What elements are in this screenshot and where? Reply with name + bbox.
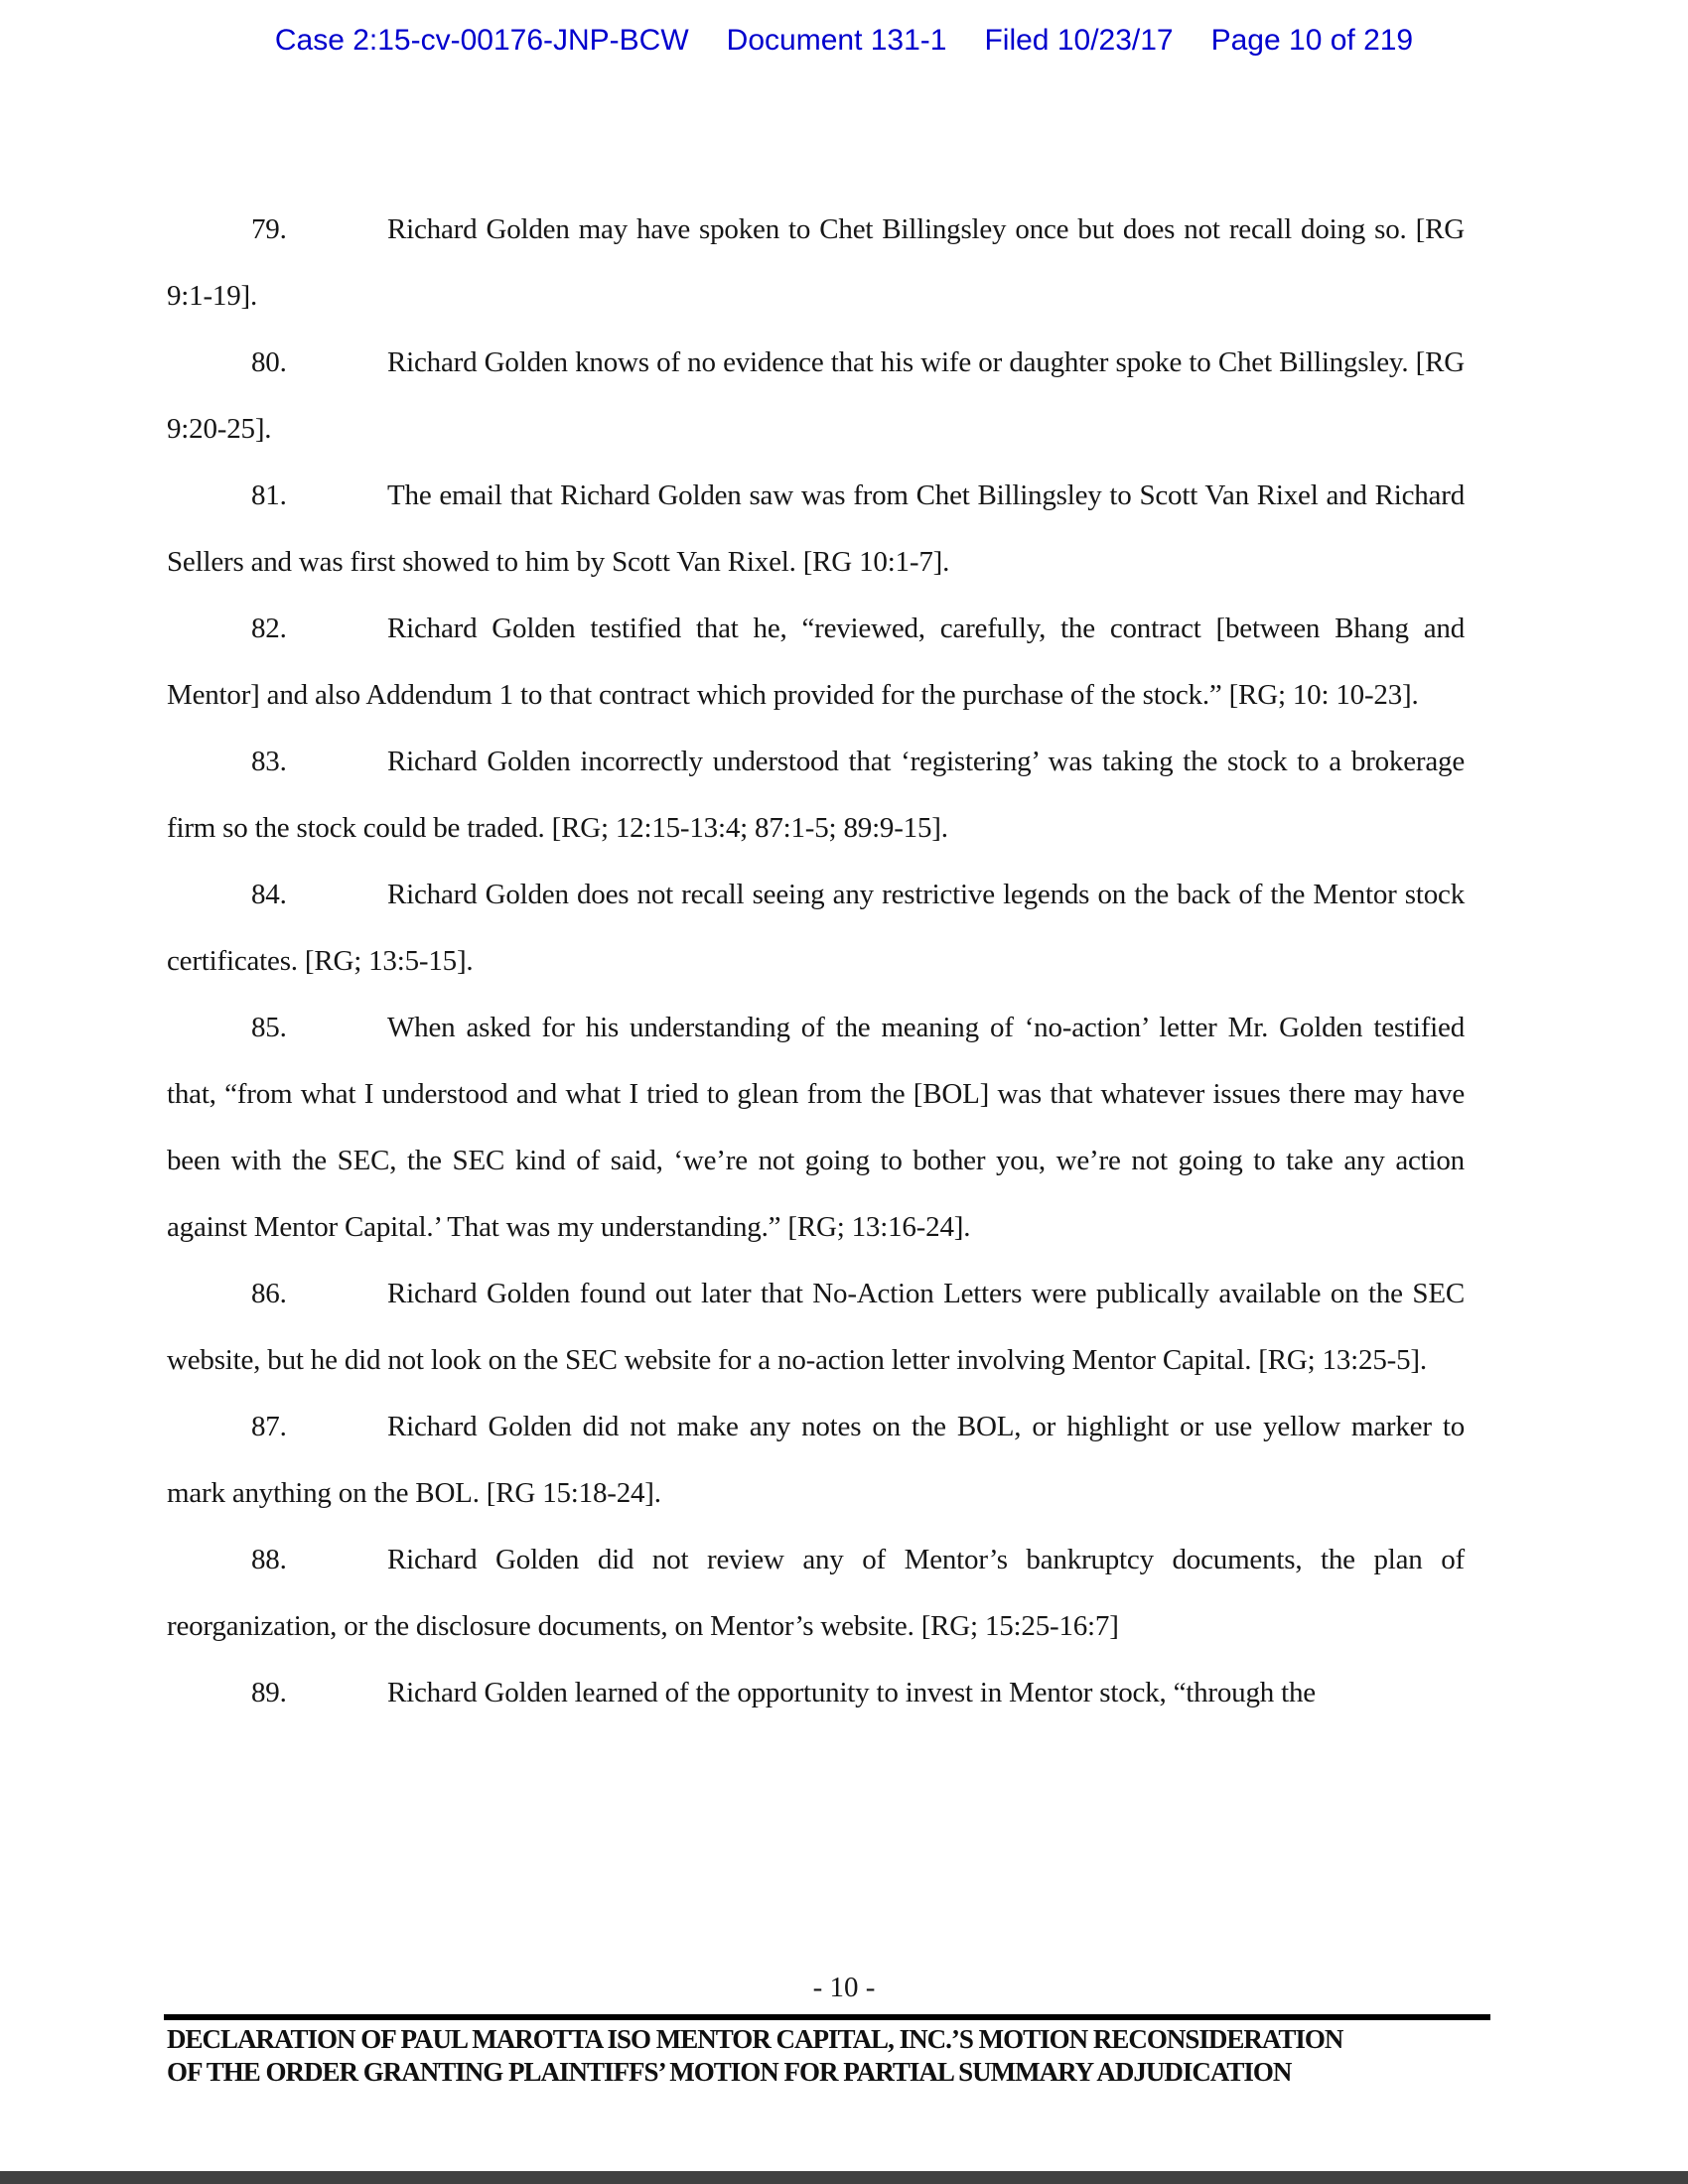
footer-title-line1: DECLARATION OF PAUL MAROTTA ISO MENTOR CAPITAL, INC.’S MOTION RECONSIDERATION xyxy=(167,2024,1343,2054)
paragraph-number: 85. xyxy=(251,1012,287,1043)
paragraph-82 xyxy=(167,596,1465,729)
paragraph-88 xyxy=(167,1527,1465,1660)
paragraph-number: 88. xyxy=(251,1544,287,1575)
case-header xyxy=(0,24,1688,58)
paragraph-84 xyxy=(167,862,1465,995)
paragraph-80 xyxy=(167,330,1465,463)
paragraph-number: 79. xyxy=(251,213,287,245)
document-body xyxy=(167,197,1465,1726)
scan-artifact-bar xyxy=(0,2171,1688,2184)
paragraph-number: 81. xyxy=(251,479,287,511)
page-indicator: Page 10 of 219 xyxy=(1210,24,1414,57)
footer-title-line2: OF THE ORDER GRANTING PLAINTIFFS’ MOTION FOR PARTIAL SUMMARY ADJUDICATION xyxy=(167,2057,1292,2087)
document-number: Document 131-1 xyxy=(726,24,947,57)
paragraph-86 xyxy=(167,1261,1465,1394)
paragraph-text: The email that Richard Golden saw was from Chet Billingsley to Scott Van Rixel and Richard Sellers and was first showed to him by Scott Van Rixel. [RG 10:1-7]. xyxy=(167,479,1465,578)
paragraph-text: Richard Golden testified that he, “reviewed, carefully, the contract [between Bhang and Mentor] and also Addendum 1 to that contract which provided for the purchase of the stock.” [RG; 10: 10-23]. xyxy=(167,613,1465,711)
paragraph-text: Richard Golden does not recall seeing any restrictive legends on the back of the Mentor stock certificates. [RG; 13:5-15]. xyxy=(167,879,1465,977)
paragraph-text: Richard Golden learned of the opportunity to invest in Mentor stock, “through the xyxy=(387,1677,1316,1708)
paragraph-text: When asked for his understanding of the meaning of ‘no-action’ letter Mr. Golden testified that, “from what I understood and what I tried to glean from the [BOL] was that whatever issues there may have been with the SEC, the SEC kind of said, ‘we’re not going to bother you, we’re not going to take any action against Mentor Capital.’ That was my understanding.” [RG; 13:16-24]. xyxy=(167,1012,1465,1243)
paragraph-text: Richard Golden may have spoken to Chet Billingsley once but does not recall doing so. [RG 9:1-19]. xyxy=(167,213,1465,312)
paragraph-79 xyxy=(167,197,1465,330)
paragraph-text: Richard Golden knows of no evidence that his wife or daughter spoke to Chet Billingsley. [RG 9:20-25]. xyxy=(167,346,1465,445)
footer-title xyxy=(167,2023,1497,2089)
paragraph-85 xyxy=(167,995,1465,1261)
paragraph-number: 82. xyxy=(251,613,287,644)
paragraph-number: 80. xyxy=(251,346,287,378)
paragraph-number: 84. xyxy=(251,879,287,910)
paragraph-number: 86. xyxy=(251,1278,287,1309)
footer-divider xyxy=(164,2014,1490,2020)
paragraph-87 xyxy=(167,1394,1465,1527)
paragraph-text: Richard Golden incorrectly understood that ‘registering’ was taking the stock to a brokerage firm so the stock could be traded. [RG; 12:15-13:4; 87:1-5; 89:9-15]. xyxy=(167,746,1465,844)
paragraph-89 xyxy=(167,1660,1465,1726)
paragraph-83 xyxy=(167,729,1465,862)
filed-date: Filed 10/23/17 xyxy=(984,24,1174,57)
paragraph-text: Richard Golden found out later that No-Action Letters were publically available on the SEC website, but he did not look on the SEC website for a no-action letter involving Mentor Capital. [RG; 13:25-5]. xyxy=(167,1278,1465,1376)
paragraph-number: 83. xyxy=(251,746,287,777)
paragraph-number: 87. xyxy=(251,1411,287,1442)
paragraph-text: Richard Golden did not make any notes on the BOL, or highlight or use yellow marker to mark anything on the BOL. [RG 15:18-24]. xyxy=(167,1411,1465,1509)
case-number: Case 2:15-cv-00176-JNP-BCW xyxy=(274,24,689,57)
paragraph-number: 89. xyxy=(251,1677,287,1708)
paragraph-text: Richard Golden did not review any of Mentor’s bankruptcy documents, the plan of reorganization, or the disclosure documents, on Mentor’s website. [RG; 15:25-16:7] xyxy=(167,1544,1465,1642)
page-number: - 10 - xyxy=(812,1972,876,2003)
paragraph-81 xyxy=(167,463,1465,596)
